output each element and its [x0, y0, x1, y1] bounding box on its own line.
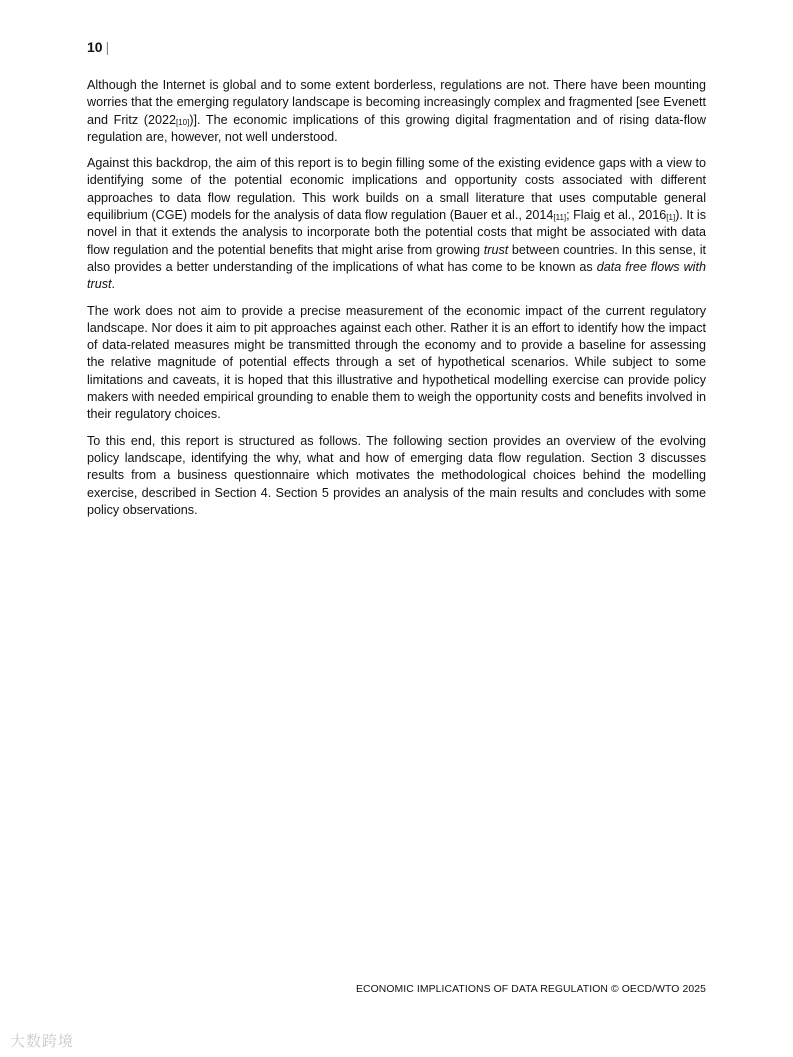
page-number-value: 10: [87, 39, 103, 55]
paragraph-2-seg5: .: [111, 277, 115, 292]
emphasis-data-free-flows: data free flows with trust: [87, 259, 706, 292]
watermark-logo: 大数跨境: [10, 1032, 75, 1050]
paragraph-2-seg1: Against this backdrop, the aim of this report is to begin filling some of the existing evidence gaps with a view to identifying some of the potential economic implications and opportunity costs associated with different approaches to data flow regulation. This work builds on a small literature that uses computable general equilibrium (CGE) models for the analysis of data flow regulation (Bauer et al., 2014: [87, 156, 706, 223]
paragraph-2: [87, 155, 706, 293]
paragraph-3: The work does not aim to provide a precise measurement of the economic impact of the current regulatory landscape. Nor does it aim to pit approaches against each other. Rather it is an effort to identify how the impact of data-related measures might be transmitted through the economy and to provide a baseline for assessing the relative magnitude of potential effects through a set of hypothetical scenarios. While subject to some limitations and caveats, it is hoped that this illustrative and hypothetical modelling exercise can provide policy makers with needed empirical grounding to enable them to weigh the opportunity costs and benefits involved in their regulatory choices.: [87, 303, 706, 422]
citation-ref: [1]: [666, 213, 676, 223]
page-footer: ECONOMIC IMPLICATIONS OF DATA REGULATION © OECD/WTO 2025: [355, 984, 706, 995]
emphasis-trust: trust: [483, 242, 509, 257]
paragraph-1: [87, 77, 706, 146]
body-text: [87, 77, 706, 528]
citation-ref: [11]: [553, 213, 567, 223]
paragraph-2-seg2: ; Flaig et al., 2016: [566, 208, 667, 223]
paragraph-2-seg3: ). It is novel in that it extends the analysis to incorporate both the potential costs that might be associated with data flow regulation and the potential benefits that might arise from growing: [87, 208, 706, 257]
page-number: [87, 38, 109, 56]
citation-ref: [10]: [175, 117, 190, 127]
paragraph-1-tail: )]. The economic implications of this growing digital fragmentation and of rising data-flow regulation are, however, not well understood.: [87, 112, 707, 144]
page-number-separator: |: [105, 39, 110, 55]
paragraph-2-seg4: between countries. In this sense, it also provides a better understanding of the implications of what has come to be known as: [87, 242, 707, 274]
paragraph-4: To this end, this report is structured as follows. The following section provides an overview of the evolving policy landscape, identifying the why, what and how of emerging data flow regulation. Section 3 discusses results from a business questionnaire which motivates the methodological choices behind the modelling exercise, described in Section 4. Section 5 provides an analysis of the main results and concludes with some policy observations.: [87, 433, 706, 517]
paragraph-1-text: Although the Internet is global and to some extent borderless, regulations are not. There have been mounting worries that the emerging regulatory landscape is becoming increasingly complex and fragmented [see Evenett and Fritz (2022: [87, 78, 706, 127]
